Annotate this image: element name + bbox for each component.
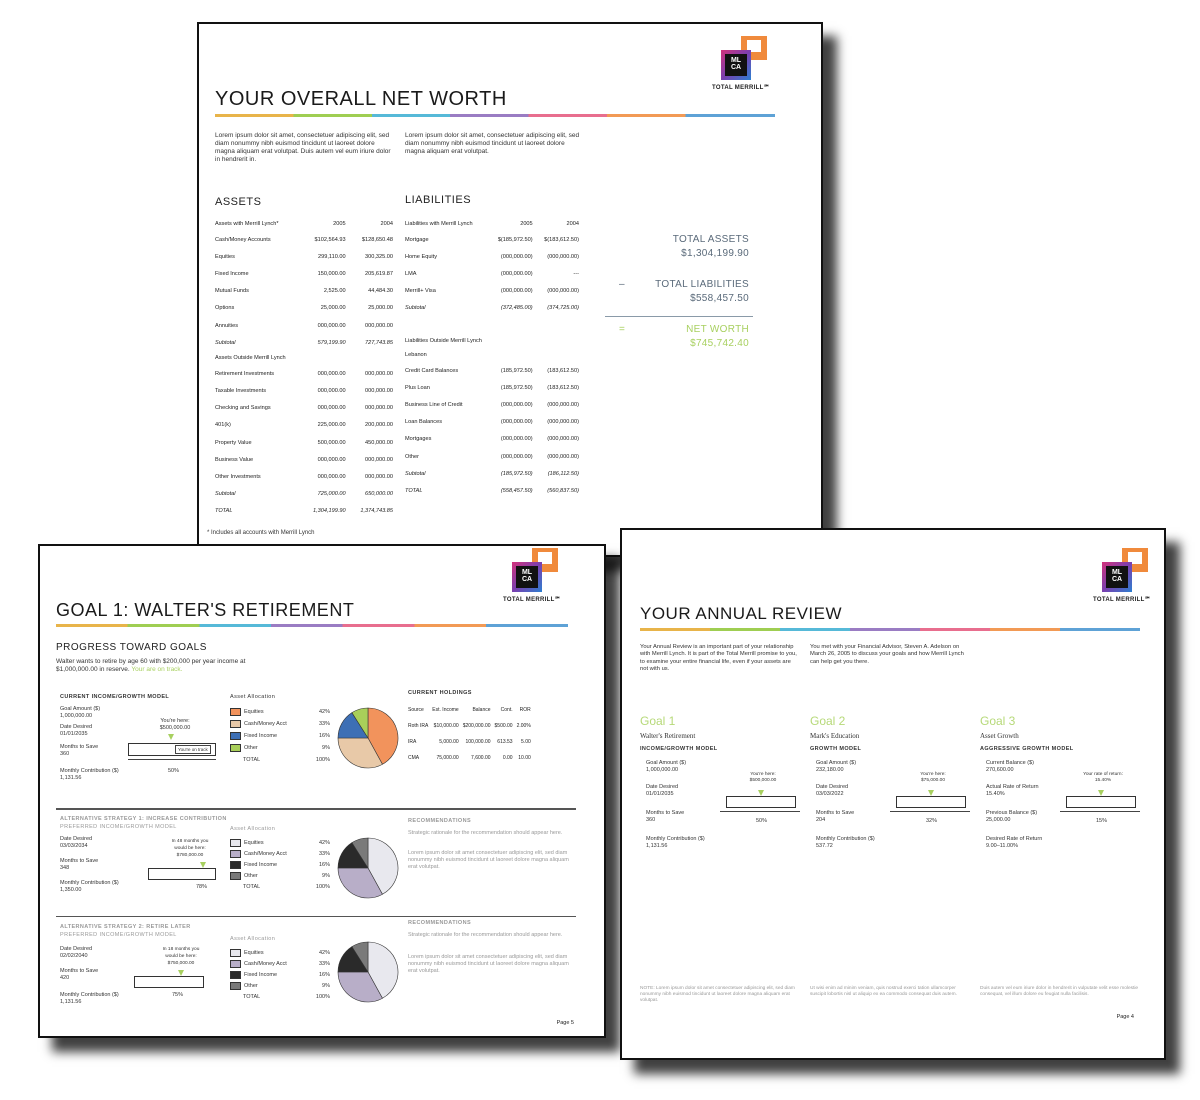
legend-value: 100% [315, 884, 330, 890]
goal-field: Date Desired 01/01/2035 [646, 784, 679, 797]
goal-axis [720, 811, 800, 812]
table-row: Cash/Money Accounts $102,564.93 $128,650.48 [215, 236, 393, 243]
goal-note: You're here: $75,000.00 [920, 772, 946, 783]
legend-item [230, 871, 330, 882]
alt2-recommendations: RECOMMENDATIONS [408, 920, 472, 926]
legend-swatch [230, 971, 241, 979]
goal-axis [890, 811, 970, 812]
table-row: Other Investments 000,000.00 000,000.00 [215, 474, 393, 481]
legend-label: Other [244, 983, 258, 989]
goal-field: Current Balance ($) 270,600.00 [986, 760, 1034, 773]
goal-axis [1060, 811, 1140, 812]
alt1-monthly: Monthly Contribution ($) 1,350.00 [60, 880, 119, 893]
goal-bar [896, 796, 966, 808]
legend-value: 100% [315, 757, 330, 763]
total-assets-label: TOTAL ASSETS [672, 234, 749, 245]
alt2-rec-body: Lorem ipsum dolor sit amet consectetuer adipiscing elit, sed diam nonummy nibh euismod tincidunt ut laoreet dolore magna aliquam erat volutpat. [408, 954, 569, 974]
table-row: IRA 5,000.00 100,000.00 613.53 5.00 [408, 739, 531, 745]
assets-table-header: Assets with Merrill Lynch* 2005 2004 [215, 221, 393, 227]
table-row: CMA 75,000.00 7,600.00 0.00 10.00 [408, 755, 531, 761]
legend-label: Other [244, 873, 258, 879]
legend-item [230, 706, 330, 718]
allocation-pie-chart [336, 706, 400, 770]
progress-heading: PROGRESS TOWARD GOALS [56, 642, 207, 653]
legend-value: 9% [322, 983, 330, 989]
alt2-note: In 18 months you would be here: $750,000.00 [162, 947, 200, 966]
legend-label: Cash/Money Acct [244, 851, 287, 857]
goal-field: Months to Save 204 [816, 810, 855, 823]
legend-item [230, 970, 330, 981]
intro-right: You met with your Financial Advisor, Steven A. Adelson on March 26, 2005 to discuss your goals and how Merrill Lynch can help get you there. [810, 644, 964, 665]
progress-text-body: Walter wants to retire by age 60 with $200,000 per year income at $1,000,000.00 in reserve. [56, 658, 246, 673]
merrill-logo: ML CA TOTAL MERRILL℠ [721, 36, 769, 98]
footnote-3: Duis autem vel eum iriure dolor in hendrerit in vulputate velit esse molestie consequat, vel illum dolore eu feugiat nulla facilisis. [980, 986, 1139, 997]
legend-swatch [230, 744, 241, 752]
legend-item [230, 981, 330, 992]
current-model-heading: CURRENT INCOME/GROWTH MODEL [60, 694, 170, 700]
page-number: Page 5 [556, 1020, 574, 1026]
legend-swatch [230, 872, 241, 880]
liabilities-outside-sub: Lebanon [405, 352, 427, 359]
goal-bar [1066, 796, 1136, 808]
table-row: Mutual Funds 2,525.00 44,484.30 [215, 288, 393, 295]
alt1-percent: 78% [196, 884, 208, 890]
goal-retirement-page [38, 544, 606, 1038]
total-divider [605, 316, 753, 317]
legend-item [230, 882, 330, 893]
goal-bar [726, 796, 796, 808]
alt1-title: ALTERNATIVE STRATEGY 1: INCREASE CONTRIBUTION [60, 816, 227, 822]
legend-label: Equities [244, 950, 264, 956]
legend-item [230, 718, 330, 730]
goal-model: INCOME/GROWTH MODEL [640, 746, 718, 752]
legend-item [230, 948, 330, 959]
assets-table [213, 217, 395, 520]
legend-item [230, 754, 330, 766]
alt2-title: ALTERNATIVE STRATEGY 2: RETIRE LATER [60, 924, 191, 930]
section-divider [56, 808, 576, 810]
table-row: Property Value 500,000.00 450,000.00 [215, 439, 393, 446]
table-row: Business Value 000,000.00 000,000.00 [215, 456, 393, 463]
table-row: LMA (000,000.00) --- [405, 270, 579, 277]
spacer [403, 317, 581, 334]
table-row: Options 25,000.00 25,000.00 [215, 305, 393, 312]
total-liabilities-label: TOTAL LIABILITIES [655, 279, 749, 290]
alt2-pie-chart [336, 940, 400, 1004]
legend-item [230, 992, 330, 1003]
table-row: Taxable Investments 000,000.00 000,000.00 [215, 388, 393, 395]
legend-swatch [230, 960, 241, 968]
alt1-bar [148, 868, 216, 880]
legend-label: Other [244, 745, 258, 751]
annual-review-page [620, 528, 1166, 1060]
color-rule [640, 628, 1140, 631]
alt2-monthly: Monthly Contribution ($) 1,131.56 [60, 992, 119, 1005]
table-row: Subtotal 725,000.00 650,000.00 [215, 491, 393, 498]
table-row: Checking and Savings 000,000.00 000,000.00 [215, 405, 393, 412]
table-row: Mortgage $(185,972.50) $(183,612.50) [405, 236, 579, 243]
alt1-date: Date Desired 03/03/2034 [60, 836, 93, 849]
progress-bar: You're on track [128, 743, 216, 756]
legend-swatch [230, 982, 241, 990]
table-row: Business Line of Credit (000,000.00) (000,000.00) [405, 402, 579, 409]
legend-label: Fixed Income [244, 862, 278, 868]
legend-value: 33% [318, 961, 330, 967]
progress-axis [128, 759, 216, 760]
table-row: TOTAL (558,457.50) (560,837.50) [405, 488, 579, 495]
holdings-heading: CURRENT HOLDINGS [408, 690, 472, 696]
holdings-header: Source Est. Income Balance Cont. ROR [408, 707, 531, 713]
net-worth-value: $745,742.40 [690, 338, 749, 349]
legend-item [230, 730, 330, 742]
alt1-rec-text: Strategic rationale for the recommendation should appear here. [408, 830, 563, 836]
legend-value: 16% [318, 972, 330, 978]
net-worth-label: NET WORTH [686, 324, 749, 335]
merrill-logo: ML CA TOTAL MERRILL℠ [1102, 548, 1150, 610]
legend-item [230, 860, 330, 871]
liabilities-outside-header: Liabilities Outside Merrill Lynch [405, 338, 482, 345]
alt2-allocation-heading: Asset Allocation [230, 936, 276, 942]
assets-heading: ASSETS [215, 196, 262, 208]
months-to-save: Months to Save 360 [60, 744, 99, 757]
liabilities-table [403, 217, 581, 500]
footnote-1: NOTE: Lorem ipsum dolor sit amet consectetuer adipiscing elit, sed diam nonummy nibh euismod tincidunt ut laoreet dolore magna aliquam erat volutpat. [640, 986, 795, 1003]
goal-note: You're here: $500,000.00 [749, 772, 777, 783]
goal-heading: Goal 3 [980, 714, 1016, 728]
legend-swatch [230, 708, 241, 716]
table-row: TOTAL 1,304,199.90 1,374,743.85 [215, 508, 393, 515]
legend-label: Equities [244, 840, 264, 846]
goal-percent: 15% [1096, 818, 1108, 824]
allocation-legend [230, 706, 330, 766]
color-rule [215, 114, 775, 117]
alt1-note: In 48 months you would be here: $780,000.00 [171, 839, 209, 858]
goal-field: Goal Amount ($) 1,000,000.00 [646, 760, 687, 773]
minus-sign: – [619, 279, 625, 290]
goal-name: Walter's Retirement [640, 732, 696, 740]
legend-label: Fixed Income [244, 733, 278, 739]
monthly-contribution: Monthly Contribution ($) 1,131.56 [60, 768, 119, 781]
goal-heading: Goal 1 [640, 714, 676, 728]
goal-model: AGGRESSIVE GROWTH MODEL [980, 746, 1074, 752]
assets-outside-header: Assets Outside Merrill Lynch [215, 355, 286, 362]
legend-value: 16% [318, 862, 330, 868]
legend-swatch [230, 850, 241, 858]
legend-item [230, 742, 330, 754]
goal-name: Mark's Education [810, 732, 860, 740]
alt1-allocation-legend [230, 838, 330, 893]
legend-swatch [230, 732, 241, 740]
progress-text [56, 658, 246, 674]
alt2-allocation-legend [230, 948, 330, 1003]
merrill-logo: ML CA TOTAL MERRILL℠ [512, 548, 560, 610]
table-row: Subtotal (185,972.50) (186,112.50) [405, 470, 579, 477]
alt2-rec-text: Strategic rationale for the recommendation should appear here. [408, 932, 563, 938]
goal-heading: Goal 2 [810, 714, 846, 728]
legend-label: TOTAL [243, 994, 261, 1000]
table-row: Other (000,000.00) (000,000.00) [405, 453, 579, 460]
table-row: Equities 299,110.00 300,325.00 [215, 253, 393, 260]
legend-label: Equities [244, 709, 264, 715]
asset-allocation-heading: Asset Allocation [230, 694, 276, 700]
date-desired: Date Desired 01/01/2035 [60, 724, 93, 737]
alt2-date: Date Desired 02/02/2040 [60, 946, 93, 959]
progress-marker [168, 734, 174, 740]
alt1-model: PREFERRED INCOME/GROWTH MODEL [60, 824, 177, 830]
alt1-rec-body: Lorem ipsum dolor sit amet consectetuer adipiscing elit, sed diam nonummy nibh euismod tincidunt ut laoreet dolore magna aliquam erat volutpat. [408, 850, 569, 870]
legend-swatch [230, 861, 241, 869]
legend-swatch [230, 949, 241, 957]
alt2-percent: 75% [172, 992, 184, 998]
goal-field: Date Desired 03/03/2022 [816, 784, 849, 797]
liabilities-table-header: Liabilities with Merrill Lynch 2005 2004 [405, 221, 579, 227]
color-rule [56, 624, 568, 627]
alt2-months: Months to Save 420 [60, 968, 99, 981]
goal-field: Previous Balance ($) 25,000.00 [986, 810, 1038, 823]
legend-value: 42% [318, 709, 330, 715]
page-title: GOAL 1: WALTER'S RETIREMENT [56, 600, 355, 620]
legend-label: Fixed Income [244, 972, 278, 978]
legend-label: TOTAL [243, 884, 261, 890]
total-liabilities-value: $558,457.50 [690, 293, 749, 304]
table-row: Loan Balances (000,000.00) (000,000.00) [405, 419, 579, 426]
alt1-recommendations: RECOMMENDATIONS [408, 818, 472, 824]
table-row: Merrill+ Visa (000,000.00) (000,000.00) [405, 288, 579, 295]
total-assets-value: $1,304,199.90 [681, 248, 749, 259]
page-title: YOUR ANNUAL REVIEW [640, 604, 843, 623]
intro-right: Lorem ipsum dolor sit amet, consectetuer adipiscing elit, sed diam nonummy nibh euismod tincidunt ut laoreet dolore magna aliquam erat volutpat. [405, 132, 580, 155]
legend-value: 42% [318, 840, 330, 846]
table-row: Plus Loan (185,972.50) (183,612.50) [405, 384, 579, 391]
legend-swatch [230, 720, 241, 728]
legend-value: 100% [315, 994, 330, 1000]
table-row: Fixed Income 150,000.00 205,619.87 [215, 270, 393, 277]
table-row: Home Equity (000,000.00) (000,000.00) [405, 253, 579, 260]
logo-text: TOTAL MERRILL℠ [503, 597, 561, 603]
legend-value: 9% [322, 873, 330, 879]
goal-note: Your rate of return: 15.40% [1083, 772, 1123, 783]
goal-percent: 32% [926, 818, 938, 824]
table-row: Annuities 000,000.00 000,000.00 [215, 322, 393, 329]
table-row: Credit Card Balances (185,972.50) (183,612.50) [405, 367, 579, 374]
intro-left: Lorem ipsum dolor sit amet, consectetuer adipiscing elit, sed diam nonummy nibh euismod tincidunt ut laoreet dolore magna aliquam erat volutpat. Duis autem vel eum iriure dolor in hendrerit in. [215, 132, 391, 163]
goal-percent: 50% [756, 818, 768, 824]
legend-label: Cash/Money Acct [244, 721, 287, 727]
goal-amount: Goal Amount ($) 1,000,000.00 [60, 706, 101, 719]
goal-field: Monthly Contribution ($) 1,131.56 [646, 836, 705, 849]
legend-item [230, 838, 330, 849]
goal-field: Actual Rate of Return 15.40% [986, 784, 1039, 797]
legend-item [230, 849, 330, 860]
footnote: * Includes all accounts with Merrill Lynch [207, 530, 315, 536]
legend-value: 16% [318, 733, 330, 739]
table-row: Subtotal 579,199.90 727,743.85 [215, 339, 393, 346]
goal-field: Months to Save 360 [646, 810, 685, 823]
youre-here-note: You're here: $500,000.00 [159, 718, 191, 731]
intro-left: Your Annual Review is an important part of your relationship with Merrill Lynch. It is part of the Total Merrill promise to you, to examine your entire financial life, even if your assets are not with us. [640, 644, 797, 673]
alt2-bar [134, 976, 204, 988]
alt2-model: PREFERRED INCOME/GROWTH MODEL [60, 932, 177, 938]
table-row: Retirement Investments 000,000.00 000,000.00 [215, 370, 393, 377]
legend-label: TOTAL [243, 757, 261, 763]
table-row: Subtotal (372,485.00) (374,725.00) [405, 305, 579, 312]
logo-text: TOTAL MERRILL℠ [712, 85, 770, 91]
table-row: Roth IRA $10,000.00 $200,000.00 $500.00 2.00% [408, 723, 531, 729]
footnote-2: Ut wisi enim ad minim veniam, quis nostrud exerci tation ullamcorper suscipit lobortis nisl ut aliquip ex ea commodo consequat duis autem. [810, 986, 957, 997]
progress-percent: 50% [168, 768, 180, 774]
on-track-link[interactable]: Your are on track. [131, 666, 183, 673]
legend-value: 33% [318, 721, 330, 727]
equals-sign: = [619, 324, 626, 335]
page-number: Page 4 [1116, 1014, 1134, 1020]
goal-model: GROWTH MODEL [810, 746, 862, 752]
goal-field: Goal Amount ($) 232,180.00 [816, 760, 857, 773]
legend-item [230, 959, 330, 970]
goal-name: Asset Growth [980, 732, 1019, 740]
net-worth-page [197, 22, 823, 557]
liabilities-heading: LIABILITIES [405, 194, 472, 206]
holdings-table [406, 702, 533, 766]
legend-swatch [230, 839, 241, 847]
alt1-allocation-heading: Asset Allocation [230, 826, 276, 832]
legend-value: 9% [322, 745, 330, 751]
goal-field: Monthly Contribution ($) 537.72 [816, 836, 875, 849]
alt1-pie-chart [336, 836, 400, 900]
goal-field: Desired Rate of Return 9.00–11.00% [986, 836, 1043, 849]
legend-value: 33% [318, 851, 330, 857]
alt1-months: Months to Save 348 [60, 858, 99, 871]
table-row: 401(k) 225,000.00 200,000.00 [215, 422, 393, 429]
section-divider [56, 916, 576, 917]
table-row: Mortgages (000,000.00) (000,000.00) [405, 436, 579, 443]
logo-text: TOTAL MERRILL℠ [1093, 597, 1151, 603]
legend-value: 42% [318, 950, 330, 956]
legend-label: Cash/Money Acct [244, 961, 287, 967]
page-title: YOUR OVERALL NET WORTH [215, 88, 507, 110]
